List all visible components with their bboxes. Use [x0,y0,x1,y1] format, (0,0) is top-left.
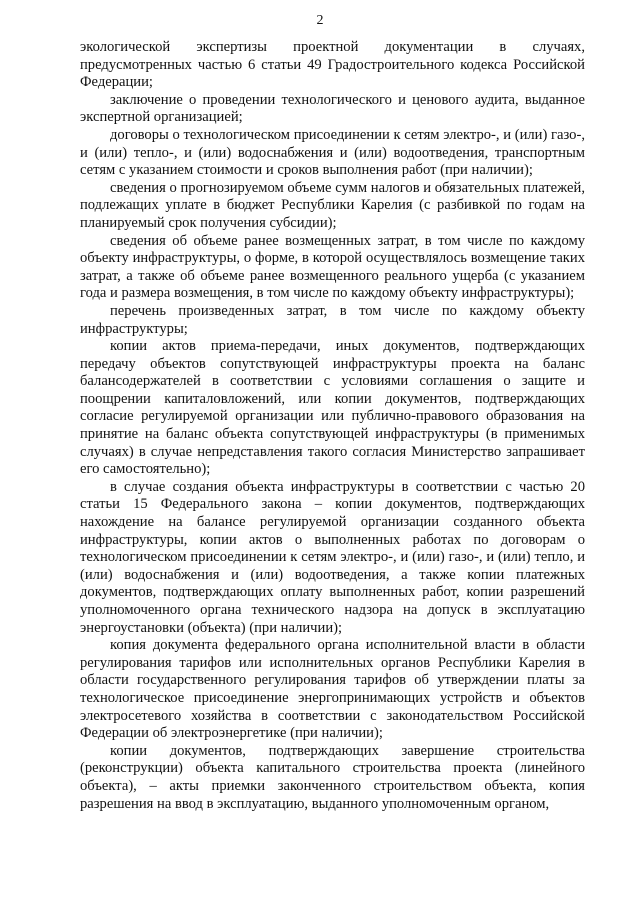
paragraph: перечень произведенных затрат, в том числе по каждому объекту инфраструктуры; [80,302,585,337]
paragraph: договоры о технологическом присоединении к сетям электро-, и (или) газо-, и (или) тепло-, и (или) водоснабжения и (или) водоотведения, транспортным сетям с указанием стоимости и сроков выполнения работ (при наличии); [80,126,585,179]
paragraph: заключение о проведении технологического и ценового аудита, выданное экспертной организацией; [80,91,585,126]
paragraph: копии документов, подтверждающих завершение строительства (реконструкции) объекта капитального строительства проекта (линейного объекта), – акты приемки законченного строительством объекта, копия разрешения на ввод в эксплуатацию, выданного уполномоченным органом, [80,742,585,812]
paragraph: сведения о прогнозируемом объеме сумм налогов и обязательных платежей, подлежащих уплате в бюджет Республики Карелия (с разбивкой по годам на планируемый срок получения субсидии); [80,179,585,231]
paragraph: сведения об объеме ранее возмещенных затрат, в том числе по каждому объекту инфраструктуры, о форме, в которой осуществлялось возмещение таких затрат, а также об объеме ранее возмещенного реального ущерба (с указанием года и размера возмещения, в том числе по каждому объекту инфраструктуры); [80,232,585,302]
paragraph: копия документа федерального органа исполнительной власти в области регулирования тарифов или исполнительных органов Республики Карелия в области государственного регулирования тарифов об утверждении платы за технологическое присоединение энергопринимающих устройств и объектов электросетевого хозяйства в соответствии с законодательством Российской Федерации об электроэнергетике (при наличии); [80,637,585,742]
paragraph-continuation: экологической экспертизы проектной документации в случаях, предусмотренных частью 6 статьи 49 Градостроительного кодекса Российской Федерации; [80,39,585,91]
body-text [80,39,585,813]
page-number: 2 [316,13,324,28]
paragraph: в случае создания объекта инфраструктуры в соответствии с частью 20 статьи 15 Федерального закона – копии документов, подтверждающих нахождение на балансе регулируемой организации созданного объекта инфраструктуры, копии актов о выполненных работах по договорам о технологическом присоединении к сетям электро-, и (или) газо-, и (или) тепло, и (или) водоснабжения и (или) водоотведения, а также копии платежных документов, подтверждающих оплату выполненных работ, копии разрешений уполномоченного органа технического надзора на допуск в эксплуатацию энергоустановки (объекта) (при наличии); [80,478,585,636]
paragraph: копии актов приема-передачи, иных документов, подтверждающих передачу объектов сопутствующей инфраструктуры проекта на баланс балансодержателей в соответствии с условиями соглашения о защите и поощрении капиталовложений, или копии документов, подтверждающих согласие регулируемой организации или публично-правового образования на принятие на баланс объекта сопутствующей инфраструктуры (в применимых случаях) в случае непредставления такого согласия Министерство запрашивает его самостоятельно); [80,338,585,478]
